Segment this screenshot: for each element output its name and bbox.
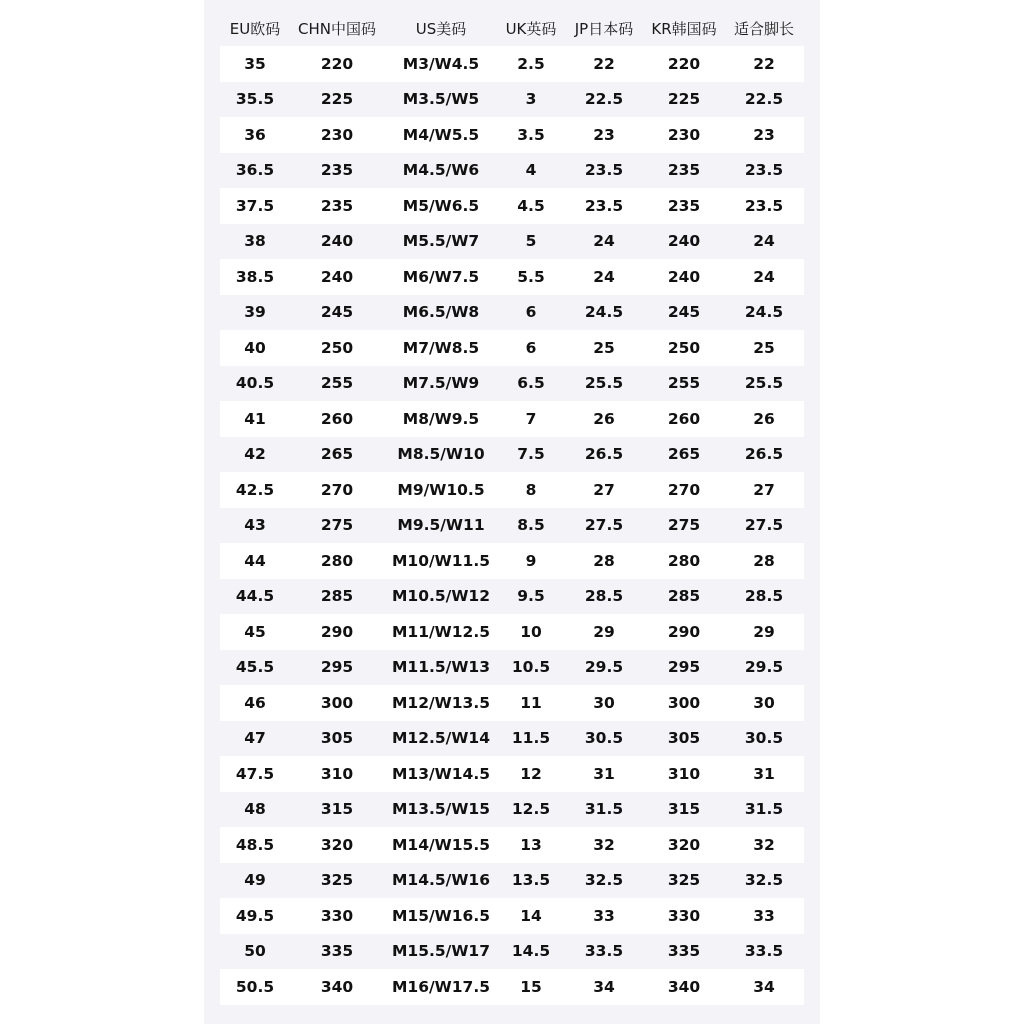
table-row [220,437,804,473]
cell-chn: 290 [320,622,354,641]
cell-us: M5/W6.5 [402,196,480,215]
cell-eu: 48.5 [235,835,275,854]
table-row [220,46,804,82]
table-row [220,756,804,792]
table-row [220,153,804,189]
cell-uk: 13 [520,835,542,854]
cell-foot-length: 31 [753,764,775,783]
cell-uk: 6.5 [517,374,545,393]
cell-jp: 32 [593,835,615,854]
cell-eu: 44 [244,551,266,570]
header-uk: UK英码 [505,19,557,38]
table-row [220,295,804,331]
cell-uk: 7 [525,409,537,428]
cell-uk: 11 [520,693,542,712]
cell-kr: 260 [667,409,701,428]
cell-chn: 230 [320,125,354,144]
cell-uk: 8.5 [517,516,545,535]
cell-us: M6/W7.5 [402,267,480,286]
cell-kr: 225 [667,90,701,109]
cell-eu: 44.5 [235,587,275,606]
cell-eu: 38.5 [235,267,275,286]
cell-eu: 35.5 [235,90,275,109]
cell-uk: 14.5 [511,942,551,961]
cell-kr: 240 [667,267,701,286]
table-row [220,721,804,757]
table-row [220,330,804,366]
cell-us: M11.5/W13 [392,658,490,677]
cell-chn: 315 [320,800,354,819]
cell-chn: 255 [320,374,354,393]
cell-eu: 49 [244,871,266,890]
cell-foot-length: 23.5 [744,161,784,180]
cell-foot-length: 30.5 [744,729,784,748]
cell-eu: 39 [244,303,266,322]
cell-foot-length: 27.5 [744,516,784,535]
cell-uk: 5.5 [517,267,545,286]
cell-uk: 14 [520,906,542,925]
cell-eu: 46 [244,693,266,712]
cell-kr: 335 [667,942,701,961]
cell-eu: 50 [244,942,266,961]
cell-foot-length: 31.5 [744,800,784,819]
cell-us: M16/W17.5 [392,977,490,996]
cell-kr: 280 [667,551,701,570]
cell-jp: 28 [593,551,615,570]
table-row [220,224,804,260]
cell-foot-length: 22.5 [744,90,784,109]
cell-uk: 12 [520,764,542,783]
cell-eu: 47 [244,729,266,748]
cell-uk: 10.5 [511,658,551,677]
cell-foot-length: 26 [753,409,775,428]
cell-us: M10.5/W12 [392,587,490,606]
header-foot-length: 适合脚长 [733,19,794,38]
cell-uk: 13.5 [511,871,551,890]
cell-chn: 225 [320,90,354,109]
cell-chn: 265 [320,445,354,464]
cell-uk: 3 [525,90,537,109]
cell-us: M14.5/W16 [392,871,490,890]
cell-us: M3/W4.5 [402,54,480,73]
cell-jp: 25.5 [584,374,624,393]
cell-eu: 36.5 [235,161,275,180]
cell-kr: 230 [667,125,701,144]
cell-chn: 330 [320,906,354,925]
table-row [220,543,804,579]
table-row [220,934,804,970]
table-row [220,82,804,118]
cell-kr: 285 [667,587,701,606]
cell-eu: 37.5 [235,196,275,215]
cell-eu: 40.5 [235,374,275,393]
table-row [220,650,804,686]
table-row [220,898,804,934]
cell-foot-length: 23.5 [744,196,784,215]
header-us: US美码 [415,19,467,38]
cell-jp: 24.5 [584,303,624,322]
cell-jp: 33 [593,906,615,925]
cell-kr: 235 [667,196,701,215]
cell-chn: 335 [320,942,354,961]
table-row [220,508,804,544]
cell-foot-length: 24 [753,267,775,286]
header-chn: CHN中国码 [298,19,376,38]
cell-chn: 260 [320,409,354,428]
cell-eu: 47.5 [235,764,275,783]
table-row [220,188,804,224]
cell-jp: 34 [593,977,615,996]
cell-jp: 24 [593,232,615,251]
cell-chn: 305 [320,729,354,748]
cell-uk: 6 [525,303,537,322]
cell-chn: 280 [320,551,354,570]
cell-chn: 310 [320,764,354,783]
cell-eu: 38 [244,232,266,251]
cell-eu: 41 [244,409,266,428]
table-row [220,472,804,508]
cell-jp: 26.5 [584,445,624,464]
cell-jp: 23 [593,125,615,144]
cell-chn: 245 [320,303,354,322]
cell-uk: 7.5 [517,445,545,464]
cell-uk: 15 [520,977,542,996]
cell-jp: 32.5 [584,871,624,890]
cell-kr: 330 [667,906,701,925]
cell-foot-length: 33.5 [744,942,784,961]
cell-foot-length: 27 [753,480,775,499]
cell-jp: 26 [593,409,615,428]
cell-foot-length: 34 [753,977,775,996]
cell-jp: 28.5 [584,587,624,606]
cell-chn: 220 [320,54,354,73]
cell-chn: 240 [320,267,354,286]
cell-us: M8/W9.5 [402,409,480,428]
cell-us: M13/W14.5 [392,764,490,783]
cell-jp: 33.5 [584,942,624,961]
table-row [220,579,804,615]
cell-eu: 36 [244,125,266,144]
cell-kr: 265 [667,445,701,464]
table-row [220,969,804,1005]
cell-us: M9/W10.5 [397,480,485,499]
table-row [220,827,804,863]
cell-foot-length: 25 [753,338,775,357]
cell-kr: 315 [667,800,701,819]
cell-jp: 30.5 [584,729,624,748]
size-chart-header [220,10,804,46]
cell-uk: 6 [525,338,537,357]
cell-chn: 250 [320,338,354,357]
cell-eu: 48 [244,800,266,819]
cell-jp: 22 [593,54,615,73]
cell-us: M3.5/W5 [402,90,480,109]
cell-us: M4/W5.5 [402,125,480,144]
cell-foot-length: 24.5 [744,303,784,322]
cell-jp: 31 [593,764,615,783]
cell-eu: 45 [244,622,266,641]
cell-chn: 295 [320,658,354,677]
cell-us: M8.5/W10 [397,445,485,464]
cell-us: M15.5/W17 [392,942,490,961]
cell-kr: 305 [667,729,701,748]
cell-us: M4.5/W6 [402,161,480,180]
size-chart-table [220,46,804,1005]
cell-eu: 50.5 [235,977,275,996]
cell-jp: 24 [593,267,615,286]
cell-foot-length: 25.5 [744,374,784,393]
cell-uk: 4 [525,161,537,180]
cell-foot-length: 29.5 [744,658,784,677]
cell-kr: 325 [667,871,701,890]
cell-kr: 235 [667,161,701,180]
cell-uk: 8 [525,480,537,499]
cell-kr: 300 [667,693,701,712]
table-row [220,792,804,828]
cell-kr: 270 [667,480,701,499]
cell-us: M14/W15.5 [392,835,490,854]
header-kr: KR韩国码 [651,19,717,38]
cell-kr: 340 [667,977,701,996]
cell-uk: 5 [525,232,537,251]
cell-us: M10/W11.5 [392,551,490,570]
table-row [220,366,804,402]
cell-us: M12.5/W14 [392,729,490,748]
cell-eu: 43 [244,516,266,535]
cell-us: M13.5/W15 [392,800,490,819]
cell-jp: 23.5 [584,161,624,180]
cell-chn: 340 [320,977,354,996]
cell-uk: 3.5 [517,125,545,144]
cell-us: M5.5/W7 [402,232,480,251]
cell-eu: 42 [244,445,266,464]
cell-kr: 250 [667,338,701,357]
cell-kr: 245 [667,303,701,322]
cell-us: M7.5/W9 [402,374,480,393]
cell-jp: 22.5 [584,90,624,109]
cell-us: M15/W16.5 [392,906,490,925]
cell-jp: 25 [593,338,615,357]
cell-eu: 45.5 [235,658,275,677]
cell-uk: 11.5 [511,729,551,748]
cell-jp: 23.5 [584,196,624,215]
cell-us: M6.5/W8 [402,303,480,322]
cell-jp: 27.5 [584,516,624,535]
cell-chn: 285 [320,587,354,606]
cell-chn: 235 [320,161,354,180]
table-row [220,614,804,650]
cell-kr: 255 [667,374,701,393]
cell-us: M11/W12.5 [392,622,490,641]
cell-uk: 2.5 [517,54,545,73]
cell-jp: 30 [593,693,615,712]
cell-uk: 12.5 [511,800,551,819]
cell-uk: 9.5 [517,587,545,606]
cell-kr: 320 [667,835,701,854]
cell-chn: 240 [320,232,354,251]
cell-chn: 300 [320,693,354,712]
cell-foot-length: 29 [753,622,775,641]
cell-eu: 35 [244,54,266,73]
table-row [220,117,804,153]
header-eu: EU欧码 [229,19,281,38]
cell-uk: 10 [520,622,542,641]
table-row [220,259,804,295]
cell-foot-length: 28.5 [744,587,784,606]
cell-eu: 49.5 [235,906,275,925]
cell-foot-length: 28 [753,551,775,570]
cell-kr: 220 [667,54,701,73]
cell-uk: 4.5 [517,196,545,215]
cell-jp: 31.5 [584,800,624,819]
cell-chn: 325 [320,871,354,890]
cell-us: M7/W8.5 [402,338,480,357]
cell-chn: 235 [320,196,354,215]
table-row [220,863,804,899]
cell-us: M12/W13.5 [392,693,490,712]
cell-chn: 320 [320,835,354,854]
table-row [220,685,804,721]
table-row [220,401,804,437]
cell-eu: 42.5 [235,480,275,499]
cell-kr: 240 [667,232,701,251]
cell-foot-length: 32.5 [744,871,784,890]
cell-foot-length: 30 [753,693,775,712]
cell-kr: 290 [667,622,701,641]
cell-jp: 29.5 [584,658,624,677]
cell-kr: 295 [667,658,701,677]
cell-kr: 310 [667,764,701,783]
cell-foot-length: 33 [753,906,775,925]
cell-eu: 40 [244,338,266,357]
header-jp: JP日本码 [574,19,634,38]
cell-uk: 9 [525,551,537,570]
cell-foot-length: 24 [753,232,775,251]
cell-foot-length: 22 [753,54,775,73]
cell-jp: 27 [593,480,615,499]
cell-foot-length: 23 [753,125,775,144]
cell-jp: 29 [593,622,615,641]
cell-foot-length: 26.5 [744,445,784,464]
cell-kr: 275 [667,516,701,535]
cell-us: M9.5/W11 [397,516,485,535]
cell-chn: 270 [320,480,354,499]
cell-chn: 275 [320,516,354,535]
cell-foot-length: 32 [753,835,775,854]
